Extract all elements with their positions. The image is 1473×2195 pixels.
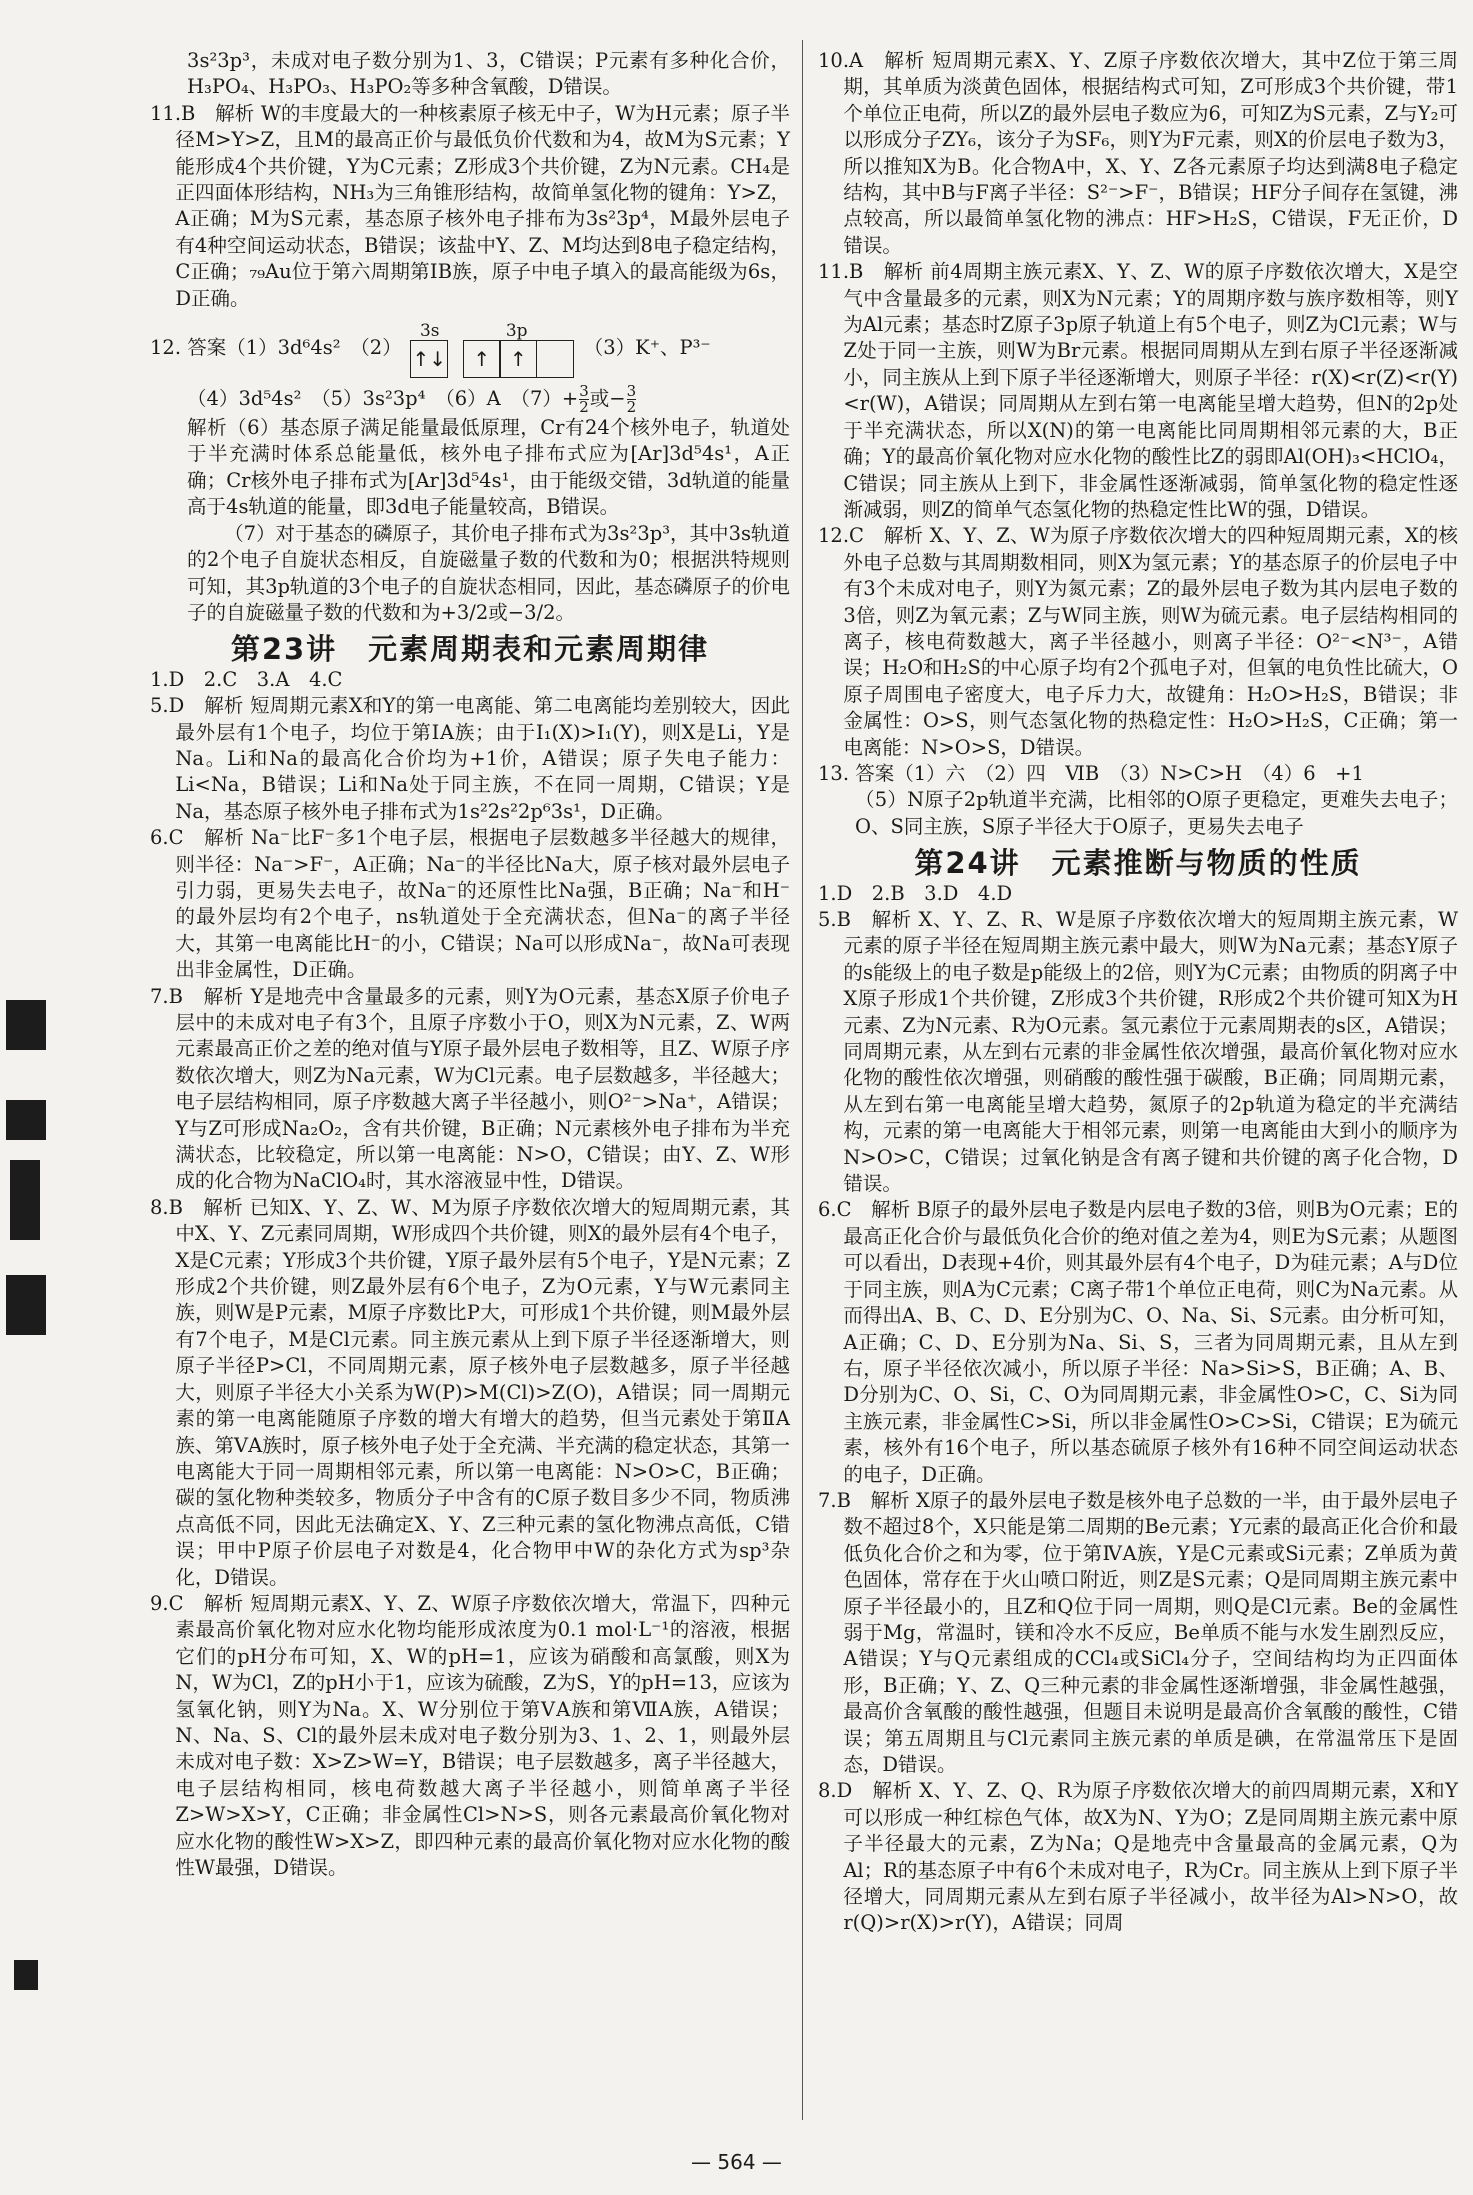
answer-item-6: 6.C 解析 Na⁻比F⁻多1个电子层，根据电子层数越多半径越大的规律，则半径：Na⁻>F⁻，A正确；Na⁻的半径比Na大，原子核对最外层电子引力弱，更易失去电子，故Na⁻的还原性比Na强，B正确；Na⁻和H⁻的最外层均有2个电子，ns轨道处于全充满状态，但Na⁻的离子半径大，其第一电离能比H⁻的小，C错误；Na可以形成Na⁻，故Na可表现出非金属性，D正确。 xyxy=(150,826,790,982)
orbital-box-3p xyxy=(536,340,574,378)
fraction xyxy=(579,384,589,415)
answer-item-12-header xyxy=(150,318,790,378)
orbital-label-3p: 3p xyxy=(505,321,528,342)
answer-12-part1: 12. 答案（1）3d⁶4s² （2） xyxy=(150,335,402,359)
answer-item-11: 11.B 解析 前4周期主族元素X、Y、Z、W的原子序数依次增大，X是空气中含量最多的元素，则X为N元素；Y的周期序数与族序数相等，则Y为Al元素；基态时Z原子3p原子轨道上有5个电子，则Z为Cl元素；W与Z处于同一主族，则W为Br元素。根据同周期从左到右原子半径逐渐减小，同主族从上到下原子半径逐渐增大，则原子半径：r(X)<r(Z)<r(Y)<r(W)，A错误；同周期从左到右第一电离能呈增大趋势，但N的2p处于半充满状态，所以X(N)的第一电离能比同周期相邻元素的大，B正确；Y的最高价氧化物对应水化物的酸性比Z的弱即Al(OH)₃<HClO₄，C错误；同主族从上到下，非金属性逐渐减弱，简单氢化物的稳定性逐渐减弱，则Z的简单气态氢化物的热稳定性比W的强，D错误。 xyxy=(818,260,1458,521)
fraction xyxy=(627,384,637,415)
left-column xyxy=(150,48,790,1881)
orbital-box-3s: ↑↓ xyxy=(410,340,448,378)
answer-item-13-part5: （5）N原子2p轨道半充满，比相邻的O原子更稳定，更难失去电子；O、S同主族，S原子半径大于O原子，更易失去电子 xyxy=(855,788,1458,838)
answer-12-or: 或− xyxy=(589,387,626,411)
answer-12-explanation-1: 解析（6）基态原子满足能量最低原理，Cr有24个核外电子，轨道处于半充满时体系总能量低，核外电子排布式应为[Ar]3d⁵4s¹，A正确；Cr核外电子排布式为[Ar]3d⁵4s¹，由于能级交错，3d轨道的能量高于4s轨道的能量，即3d电子能量较高，B错误。 xyxy=(187,416,790,519)
answer-item-12: 12.C 解析 X、Y、Z、W为原子序数依次增大的四种短周期元素，X的核外电子总数与其周期数相同，则X为氢元素；Y的基态原子的价层电子中有3个未成对电子，则Y为氮元素；Z的最外层电子数为其内层电子数的3倍，则Z为氧元素；Z与W同主族，则W为硫元素。电子层结构相同的离子，核电荷数越大，离子半径越小，则离子半径：O²⁻<N³⁻，A错误；H₂O和H₂S的中心原子均有2个孤电子对，但氧的电负性比硫大，O原子周围电子密度大，电子斥力大，故键角：H₂O>H₂S，B错误；非金属性：O>S，则气态氢化物的热稳定性：H₂O>H₂S，C正确；第一电离能：N>O>S，D错误。 xyxy=(818,524,1458,759)
answer-12-part3: （3）K⁺、P³⁻ xyxy=(583,335,711,359)
answers-1-4: 1.D 2.B 3.D 4.D xyxy=(818,881,1013,905)
orbital-box-3p: ↑ xyxy=(499,340,537,378)
answer-12-explanation-2: （7）对于基态的磷原子，其价电子排布式为3s²3p³，其中3s轨道的2个电子自旋状态相反，自旋磁量子数的代数和为0；根据洪特规则可知，其3p轨道的3个电子的自旋状态相同，因此，基态磷原子的价电子的自旋磁量子数的代数和为+3/2或−3/2。 xyxy=(187,521,790,624)
answer-item-9: 9.C 解析 短周期元素X、Y、Z、W原子序数依次增大，常温下，四种元素最高价氧化物对应水化物均能形成浓度为0.1 mol·L⁻¹的溶液，根据它们的pH分布可知，X、W的pH=1，应该为硝酸和高氯酸，则X为N，W为Cl，Z的pH小于1，应该为硫酸，Z为S，Y的pH=13，应该为氢氧化钠，则Y为Na。X、W分别位于第ⅤA族和第ⅦA族，A错误；N、Na、S、Cl的最外层未成对电子数分别为3、1、2、1，则最外层未成对电子数：X>Z>W=Y，B错误；电子层数越多，离子半径越大，电子层结构相同，核电荷数越大离子半径越小，则简单离子半径Z>W>X>Y，C正确；非金属性Cl>N>S，则各元素最高价氧化物对应水化物的酸性W>X>Z，即四种元素的最高价氧化物对应水化物的酸性W最强，D错误。 xyxy=(150,1591,790,1879)
orbital-label-3s: 3s xyxy=(419,321,440,342)
answer-item-5: 5.D 解析 短周期元素X和Y的第一电离能、第二电离能均差别较大，因此最外层有1个电子，均位于第ⅠA族；由于I₁(X)>I₁(Y)，则X是Li，Y是Na。Li和Na的最高化合价均为+1价，A错误；原子失电子能力：Li<Na，B错误；Li和Na处于同主族，不在同一周期，C错误；Y是Na，基态原子核外电子排布式为1s²2s²2p⁶3s¹，D正确。 xyxy=(150,694,790,823)
right-column xyxy=(818,48,1458,1937)
answer-12-line2 xyxy=(150,384,790,415)
fraction-numerator: 3 xyxy=(626,382,637,401)
scan-edge-mark xyxy=(10,1160,40,1240)
answer-item-8: 8.D 解析 X、Y、Z、Q、R为原子序数依次增大的前四周期元素，X和Y可以形成一种红棕色气体，故X为N、Y为O；Z是同周期主族元素中原子半径最大的元素，Z为Na；Q是地壳中含量最高的金属元素，Q为Al；R的基态原子中有6个未成对电子，R为Cr。同主族从上到下原子半径增大，同周期元素从左到右原子半径减小，故半径为Al>N>O，故r(Q)>r(X)>r(Y)，A错误；同周 xyxy=(818,1779,1458,1935)
orbital-boxes xyxy=(412,340,574,378)
answer-item-7: 7.B 解析 X原子的最外层电子数是核外电子总数的一半，由于最外层电子数不超过8个，X只能是第二周期的Be元素；Y元素的最高正化合价和最低负化合价之和为零，位于第ⅣA族，Y是C元素或Si元素；Z单质为黄色固体，常存在于火山喷口附近，则Z是S元素；Q是同周期主族元素中原子半径最小的，且Z和Q位于同一周期，则Q是Cl元素。Be的金属性弱于Mg，常温时，镁和冷水不反应，Be单质不能与水发生剧烈反应，A错误；Y与Q元素组成的CCl₄或SiCl₄分子，空间结构均为正四面体形，B正确；Y、Z、Q三种元素的非金属性逐渐增强，非金属性越强，最高价含氧酸的酸性越强，但题目未说明是最高价含氧酸的酸性，C错误；第五周期且与Cl元素同主族元素的单质是碘，在常温常压下是固态，D错误。 xyxy=(818,1488,1458,1776)
column-divider xyxy=(802,40,803,2120)
answer-item-7: 7.B 解析 Y是地壳中含量最多的元素，则Y为O元素，基态X原子价电子层中的未成对电子有3个，且原子序数小于O，则X为N元素，Z、W两元素最高正价之差的绝对值与Y原子最外层电子数相等，且Z、W原子序数依次增大，则Z为Na元素，W为Cl元素。电子层数越多，半径越大；电子层结构相同，原子序数越大离子半径越小，则O²⁻>Na⁺，A错误；Y与Z可形成Na₂O₂，含有共价键，B正确；N元素核外电子排布为半充满状态，比较稳定，所以第一电离能：N>O，C错误；由Y、Z、W形成的化合物为NaClO₄时，其水溶液显中性，D错误。 xyxy=(150,984,790,1193)
orbital-box-3p: ↑ xyxy=(463,340,501,378)
answer-item-13: 13. 答案（1）六 （2）四 ⅥB （3）N>C>H （4）6 +1 xyxy=(818,761,1364,785)
answer-continuation: 3s²3p³，未成对电子数分别为1、3，C错误；P元素有多种化合价，H₃PO₄、H₃PO₃、H₃PO₂等多种含氧酸，D错误。 xyxy=(187,49,790,99)
scan-edge-mark xyxy=(6,1100,46,1140)
answer-item-11: 11.B 解析 W的丰度最大的一种核素原子核无中子，W为H元素；原子半径M>Y>Z，且M的最高正价与最低负价代数和为4，故M为S元素；Y能形成4个共价键，Y为C元素；Z形成3个共价键，Z为N元素。CH₄是正四面体形结构，NH₃为三角锥形结构，故简单氢化物的键角：Y>Z，A正确；M为S元素，基态原子核外电子排布为3s²3p⁴，M最外层电子有4种空间运动状态，B错误；该盐中Y、Z、M均达到8电子稳定结构，C正确；₇₉Au位于第六周期第ⅠB族，原子中电子填入的最高能级为6s，D正确。 xyxy=(150,101,790,310)
answer-item-6: 6.C 解析 B原子的最外层电子数是内层电子数的3倍，则B为O元素；E的最高正化合价与最低负化合价的绝对值之差为4，则E为S元素；从题图可以看出，D表现+4价，则其最外层有4个电子，D为硅元素；A与D位于同主族，则A为C元素；C离子带1个单位正电荷，则C为Na元素。从而得出A、B、C、D、E分别为C、O、Na、Si、S元素。由分析可知，A正确；C、D、E分别为Na、Si、S，三者为同周期元素，且从左到右，原子半径依次减小，所以原子半径：Na>Si>S，B正确；A、B、D分别为C、O、Si，C、O为同周期元素，非金属性O>C，C、Si为同主族元素，非金属性C>Si，所以非金属性O>C>Si，C错误；E为硫元素，核外有16个电子，所以基态硫原子核外有16种不同空间运动状态的电子，D正确。 xyxy=(818,1198,1458,1486)
answers-1-4: 1.D 2.C 3.A 4.C xyxy=(150,667,343,691)
answer-item-10: 10.A 解析 短周期元素X、Y、Z原子序数依次增大，其中Z位于第三周期，其单质为淡黄色固体，根据结构式可知，Z可形成3个共价键，带1个单位正电荷，所以Z的最外层电子数应为6，可知Z为S元素，Z与Y₂可以形成分子ZY₆，该分子为SF₆，则Y为F元素，则X的价层电子数为3，所以推知X为B。化合物A中，X、Y、Z各元素原子均达到满8电子稳定结构，其中B与F离子半径：S²⁻>F⁻，B错误；HF分子间存在氢键，沸点较高，所以最简单氢化物的沸点：HF>H₂S，C错误，F无正价，D错误。 xyxy=(818,49,1458,257)
answer-item-8: 8.B 解析 已知X、Y、Z、W、M为原子序数依次增大的短周期元素，其中X、Y、Z元素同周期，W形成四个共价键，则X的最外层有4个电子，X是C元素；Y形成3个共价键，Y原子最外层有5个电子，Y是N元素；Z形成2个共价键，则Z最外层有6个电子，Z为O元素，Y与W元素同主族，则W是P元素，M原子序数比P大，可形成1个共价键，则M最外层有7个电子，M是Cl元素。同主族元素从上到下原子半径逐渐增大，则原子半径P>Cl，不同周期元素，原子核外电子层数越多，原子半径越大，则原子半径大小关系为W(P)>M(Cl)>Z(O)，A错误；同一周期元素的第一电离能随原子序数的增大有增大的趋势，但当元素处于第ⅡA族、第ⅤA族时，原子核外电子处于全充满、半充满的稳定状态，其第一电离能大于同一周期相邻元素，所以第一电离能：N>O>C，B正确；碳的氢化物种类较多，物质分子中含有的C原子数目多少不同，物质沸点高低不同，因此无法确定X、Y、Z三种元素的氢化物沸点高低，C错误；甲中P原子价层电子对数是4，化合物甲中W的杂化方式为sp³杂化，D错误。 xyxy=(150,1195,790,1589)
scan-edge-mark xyxy=(6,1275,46,1335)
fraction-denominator: 2 xyxy=(579,398,589,417)
page-number: — 564 — xyxy=(691,2150,782,2174)
answer-12-parts: （4）3d⁵4s² （5）3s²3p⁴ （6）A （7）+ xyxy=(187,387,579,411)
scan-edge-mark xyxy=(14,1960,38,1990)
section-title-23: 第23讲 元素周期表和元素周期律 xyxy=(230,632,710,667)
orbital-labels xyxy=(412,318,574,340)
section-title-24: 第24讲 元素推断与物质的性质 xyxy=(914,846,1362,881)
orbital-diagram xyxy=(412,318,574,378)
fraction-denominator: 2 xyxy=(626,398,637,417)
scan-edge-mark xyxy=(6,1000,46,1050)
fraction-numerator: 3 xyxy=(579,382,589,401)
answer-item-5: 5.B 解析 X、Y、Z、R、W是原子序数依次增大的短周期主族元素，W元素的原子半径在短周期主族元素中最大，则W为Na元素；基态Y原子的s能级上的电子数是p能级上的2倍，则Y为C元素；由物质的阴离子中X原子形成1个共价键，Z形成3个共价键，R形成2个共价键可知X为H元素、Z为N元素、R为O元素。氢元素位于元素周期表的s区，A错误；同周期元素，从左到右元素的非金属性依次增强，最高价氧化物对应水化物的酸性依次增强，则硝酸的酸性强于碳酸，B正确；同周期元素，从左到右第一电离能呈增大趋势，氮原子的2p轨道为稳定的半充满结构，元素的第一电离能大于相邻元素，则第一电离能由大到小的顺序为N>O>C，C错误；过氧化钠是含有离子键和共价键的离子化合物，D错误。 xyxy=(818,908,1458,1196)
